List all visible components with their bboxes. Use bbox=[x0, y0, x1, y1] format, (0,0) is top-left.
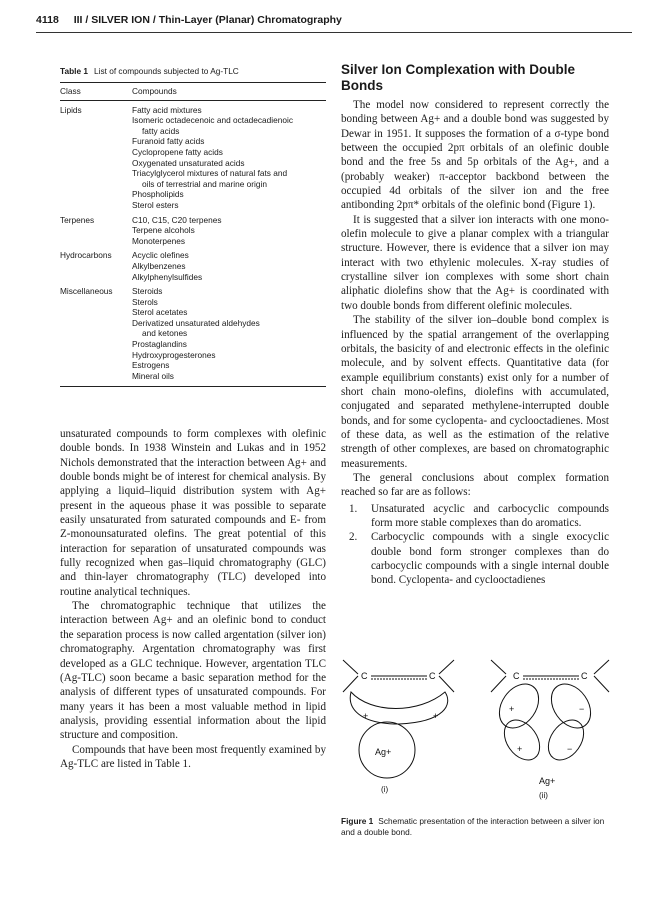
compound-entry: Hydroxyprogesterones bbox=[132, 349, 216, 360]
table-row bbox=[60, 105, 326, 211]
compound-entry: Alkylbenzenes bbox=[132, 260, 186, 271]
table-header-compounds: Compounds bbox=[132, 85, 177, 96]
compound-entry: Acyclic olefines bbox=[132, 250, 189, 261]
table-cell-class: Miscellaneous bbox=[60, 286, 113, 297]
list-item-number: 2. bbox=[349, 531, 358, 544]
left-paragraph-1: unsaturated compounds to form complexes with olefinic double bonds. In 1938 Winstein and Lukas and in 1952 Nichols demonstrated that the interaction between Ag+ and double bonds might be of interest for chemical analysis. By applying a liquid–liquid distribution system with Ag+ present in the aqueous phase it was possible to separate easily unsaturated from saturated compounds and E- from Z-monounsaturated olefins. The great potential of this interaction for separation of unsaturated compounds was fully recognized when gas–liquid chromatography (GLC) and thin-layer chromatography (TLC) developed into routine analytical techniques. bbox=[60, 428, 326, 598]
figure-caption bbox=[341, 816, 613, 837]
compound-entry: and ketones bbox=[142, 328, 188, 339]
orbital-phase-sign: − bbox=[579, 704, 585, 714]
compound-entry: fatty acids bbox=[142, 125, 180, 136]
section-heading: Silver Ion Complexation with Double Bonds bbox=[341, 62, 576, 93]
table-cell-compounds bbox=[132, 215, 326, 247]
table-caption bbox=[60, 66, 326, 77]
compound-entry: C10, C15, C20 terpenes bbox=[132, 214, 222, 225]
right-paragraph-1: The model now considered to represent correctly the bonding between Ag+ and a double bond was suggested by Dewar in 1951. It supposes the formation of a σ-type bond between the occupied 2pπ orbitals of an olefinic double bond and the free 5s and 5p orbitals of the Ag+, and a (probably weaker) π-acceptor backbond between the occupied 4d orbitals of the silver ion and the free antibonding 2pπ* orbitals of the olefinic bond (Figure 1). bbox=[341, 99, 609, 212]
orbital-phase-sign: + bbox=[509, 704, 515, 714]
compound-entry: Mineral oils bbox=[132, 370, 174, 381]
table-cell-class: Terpenes bbox=[60, 214, 95, 225]
panel-label-ii: (ii) bbox=[539, 791, 548, 800]
compound-entry: Monoterpenes bbox=[132, 235, 186, 246]
compound-entry: Cyclopropene fatty acids bbox=[132, 146, 223, 157]
panel-i bbox=[343, 660, 454, 794]
table-header-row bbox=[60, 83, 326, 100]
silver-d-orbital-lobe bbox=[541, 713, 591, 766]
table-row bbox=[60, 215, 326, 247]
compound-entry: Furanoid fatty acids bbox=[132, 136, 205, 147]
compound-entry: Alkylphenylsulfides bbox=[132, 271, 203, 282]
compound-entry: Phospholipids bbox=[132, 189, 184, 200]
figure-caption-label: Figure 1 bbox=[341, 816, 374, 826]
table-body bbox=[60, 105, 326, 382]
substituent-bond bbox=[491, 676, 506, 692]
silver-ion-label: Ag+ bbox=[539, 776, 556, 786]
orbital-phase-sign: + bbox=[517, 744, 523, 754]
page-number: 4118 bbox=[36, 14, 59, 26]
table-caption-text: List of compounds subjected to Ag-TLC bbox=[93, 66, 239, 76]
substituent-bond bbox=[594, 660, 609, 674]
substituent-bond bbox=[594, 676, 609, 692]
table-row bbox=[60, 286, 326, 381]
panel-label-i: (i) bbox=[381, 785, 389, 794]
right-column-text bbox=[341, 62, 609, 588]
antibonding-orbital-lobe bbox=[491, 677, 546, 736]
compound-entry: Derivatized unsaturated aldehydes bbox=[132, 317, 260, 328]
orbital-phase-sign: − bbox=[567, 744, 573, 754]
table-row bbox=[60, 250, 326, 282]
list-item-number: 1. bbox=[349, 502, 358, 515]
orbital-phase-sign: + bbox=[363, 711, 369, 721]
carbon-atom-label: C bbox=[513, 671, 520, 681]
table-cell-compounds bbox=[132, 286, 326, 381]
substituent-bond bbox=[439, 660, 454, 674]
compound-entry: Isomeric octadecenoic and octadecadienoic bbox=[132, 115, 293, 126]
compound-entry: Prostaglandins bbox=[132, 339, 187, 350]
panel-ii bbox=[491, 660, 609, 800]
list-item bbox=[341, 530, 609, 587]
compound-entry: Estrogens bbox=[132, 360, 170, 371]
table-cell-class: Lipids bbox=[60, 104, 82, 115]
table-cell-class: Hydrocarbons bbox=[60, 250, 112, 261]
right-paragraph-4: The general conclusions about complex formation reached so far are as follows: bbox=[341, 471, 609, 499]
carbon-atom-label: C bbox=[581, 671, 588, 681]
carbon-atom-label: C bbox=[429, 671, 436, 681]
figure-caption-text: Schematic presentation of the interaction between a silver ion and a double bond. bbox=[341, 816, 605, 837]
orbital-phase-sign: + bbox=[433, 711, 439, 721]
table-cell-compounds bbox=[132, 250, 326, 282]
header-rule bbox=[36, 32, 632, 33]
substituent-bond bbox=[491, 660, 506, 674]
substituent-bond bbox=[343, 660, 358, 674]
right-paragraph-2: It is suggested that a silver ion interacts with one mono-olefin molecule to give a planar complex with a triangular structure. However, there is evidence that a silver ion may interact with two ethylenic molecules. X-ray studies of crystalline silver ion complexes with some short chain aliphatic diolefins show that the Ag+ is coordinated with two double bonds from different olefinic molecules. bbox=[341, 213, 609, 312]
substituent-bond bbox=[439, 676, 454, 692]
compound-entry: Sterol acetates bbox=[132, 307, 188, 318]
compound-entry: oils of terrestrial and marine origin bbox=[142, 178, 267, 189]
left-column-text bbox=[60, 427, 326, 771]
left-paragraph-3: Compounds that have been most frequently examined by Ag-TLC are listed in Table 1. bbox=[60, 743, 326, 770]
list-item bbox=[341, 502, 609, 531]
silver-d-orbital-lobe bbox=[497, 713, 547, 766]
list-item-text: Carbocyclic compounds with a single exocyclic double bond form stronger complexes than do carbocyclic compounds with a single internal double bond. Cyclopenta- and cyclooctadienes bbox=[371, 531, 609, 587]
table-header-class: Class bbox=[60, 85, 81, 96]
compound-entry: Triacylglycerol mixtures of natural fats and bbox=[132, 168, 288, 179]
right-paragraph-3: The stability of the silver ion–double bond complex is influenced by the spatial arrangement of the overlapping orbitals, the basicity of and electronic effects in the olefinic molecule, and by solvent effects. Quantitative data (for example equilibrium constants) exist only for a number of short chain mono-olefins, diolefins with accumulated, conjugated and separated methylene-interrupted double bonds, and for some cyclopenta- and cyclooctadienes. Most of these data, as well as the estimation of the relative strength of other complexes, are based on chromatographic measurements. bbox=[341, 314, 609, 470]
table-bottom-rule bbox=[60, 386, 326, 387]
compound-entry: Oxygenated unsaturated acids bbox=[132, 157, 245, 168]
table-cell-compounds bbox=[132, 105, 326, 211]
antibonding-orbital-lobe bbox=[543, 677, 598, 736]
table-caption-label: Table 1 bbox=[60, 66, 88, 76]
compound-entry: Fatty acid mixtures bbox=[132, 104, 202, 115]
table-1 bbox=[60, 66, 326, 387]
silver-ion-label: Ag+ bbox=[375, 747, 392, 757]
compound-entry: Steroids bbox=[132, 286, 163, 297]
compound-entry: Sterol esters bbox=[132, 199, 179, 210]
compound-entry: Sterols bbox=[132, 296, 158, 307]
list-item-text: Unsaturated acyclic and carbocyclic compounds form more stable complexes than do aromatics. bbox=[371, 502, 609, 529]
figure-1-diagram bbox=[341, 652, 613, 812]
left-paragraph-2: The chromatographic technique that utilizes the interaction between Ag+ and an olefinic bond to conduct the separation process is now called argentation (silver ion) chromatography. Argentation chromatography was first developed as a GLC technique. However, argentation TLC (Ag-TLC) soon became a basic separation method for the analysis of different types of unsaturated compounds. For many years it has been a most valuable method in lipid analysis, providing essential information about the lipid structure and composition. bbox=[60, 600, 326, 742]
running-title: III / SILVER ION / Thin-Layer (Planar) Chromatography bbox=[73, 14, 342, 26]
carbon-atom-label: C bbox=[361, 671, 368, 681]
table-header-rule bbox=[60, 100, 326, 101]
compound-entry: Terpene alcohols bbox=[132, 225, 195, 236]
substituent-bond bbox=[343, 676, 358, 692]
running-header bbox=[36, 14, 342, 26]
conclusions-list bbox=[341, 502, 609, 588]
